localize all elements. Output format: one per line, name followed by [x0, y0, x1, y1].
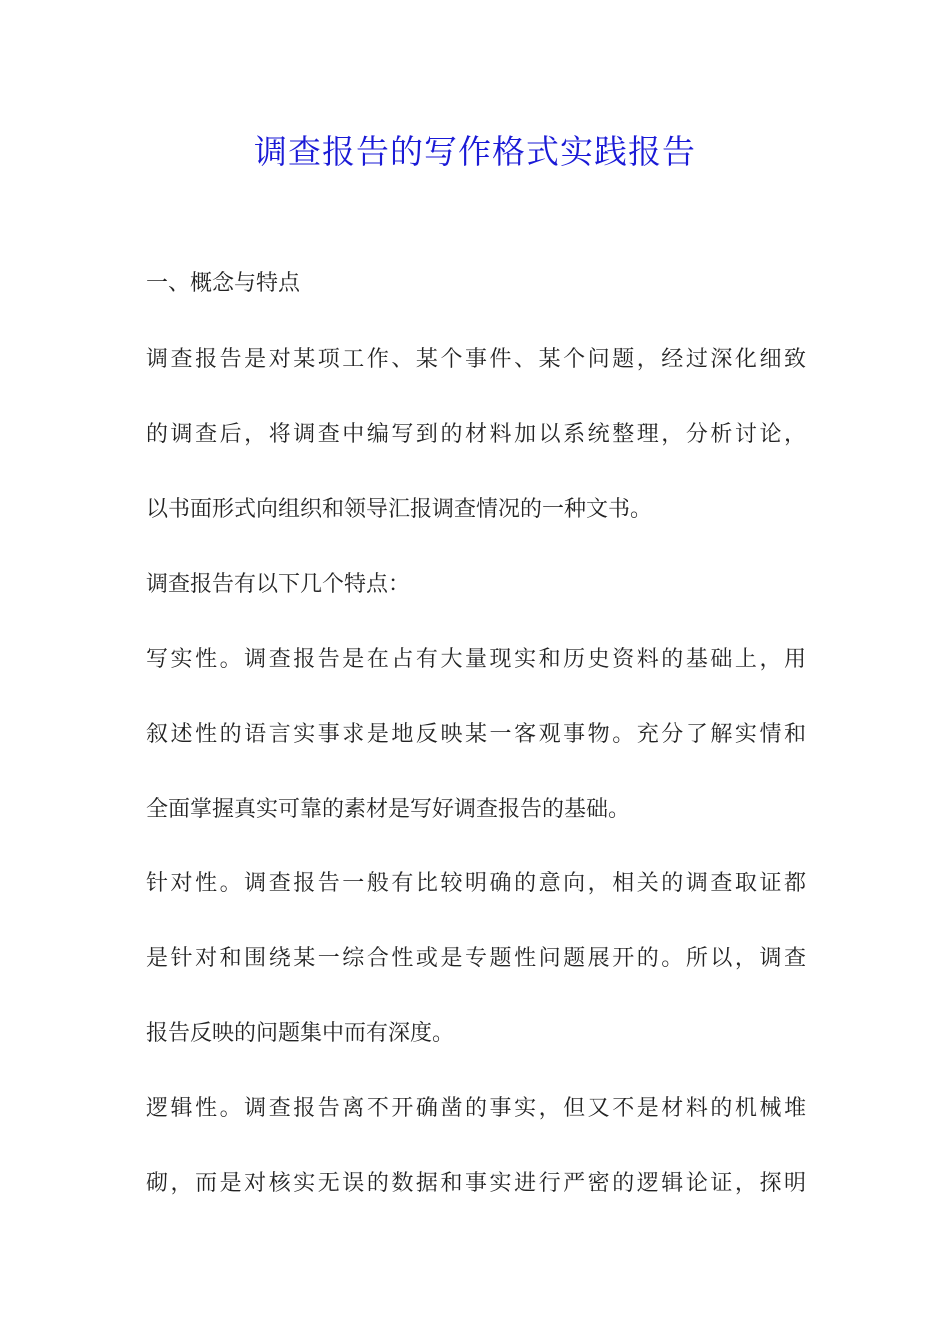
body-line: 全面掌握真实可靠的素材是写好调查报告的基础。 — [146, 797, 631, 822]
body-line: 的调查后，将调查中编写到的材料加以系统整理，分析讨论， — [146, 422, 806, 447]
body-line: 调查报告有以下几个特点： — [146, 572, 411, 597]
body-line: 是针对和围绕某一综合性或是专题性问题展开的。所以，调查 — [146, 946, 806, 971]
body-line: 砌，而是对核实无误的数据和事实进行严密的逻辑论证，探明 — [146, 1171, 806, 1196]
body-line: 调查报告是对某项工作、某个事件、某个问题，经过深化细致 — [146, 347, 806, 372]
body-line: 报告反映的问题集中而有深度。 — [146, 1021, 455, 1046]
document-title: 调查报告的写作格式实践报告 — [254, 132, 696, 171]
body-line: 以书面形式向组织和领导汇报调查情况的一种文书。 — [146, 497, 653, 522]
body-line: 写实性。调查报告是在占有大量现实和历史资料的基础上，用 — [146, 647, 806, 672]
body-line: 逻辑性。调查报告离不开确凿的事实，但又不是材料的机械堆 — [146, 1096, 806, 1121]
section-heading: 一、概念与特点 — [146, 271, 301, 296]
body-line: 叙述性的语言实事求是地反映某一客观事物。充分了解实情和 — [146, 722, 806, 747]
body-line: 针对性。调查报告一般有比较明确的意向，相关的调查取证都 — [146, 871, 806, 896]
